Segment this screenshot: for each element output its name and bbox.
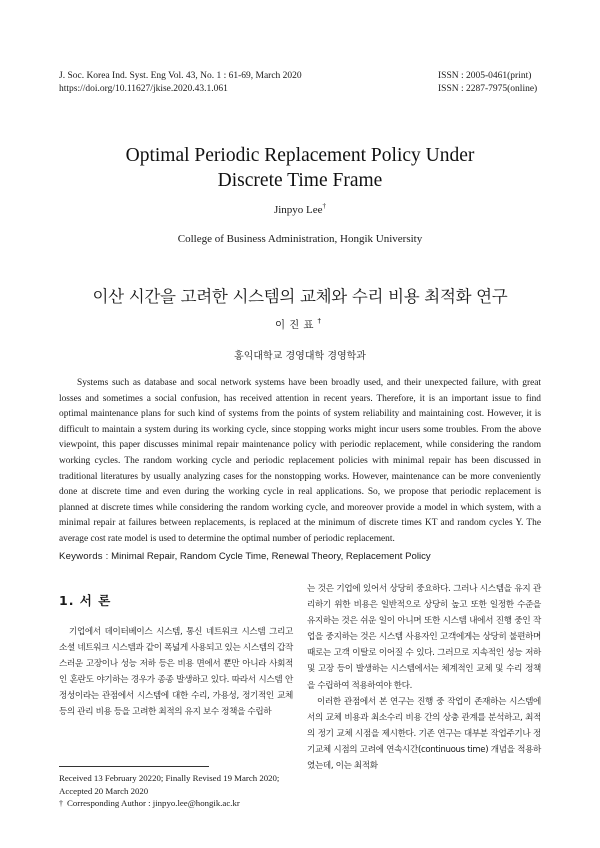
affiliation-korean: 홍익대학교 경영대학 경영학과	[234, 351, 366, 362]
corresponding-mark: †	[322, 202, 327, 210]
left-column	[59, 593, 293, 721]
journal-citation: J. Soc. Korea Ind. Syst. Eng Vol. 43, No. 1 : 61-69, March 2020	[59, 71, 302, 81]
intro-paragraph-1: 기업에서 데이터베이스 시스템, 통신 네트워크 시스템 그리고 소셜 네트워크 시스템과 같이 폭넓게 사용되고 있는 시스템의 갑작스러운 고장이나 성능 저하 등은 비용 면에서 뿐만 아니라 사회적인 혼란도 야기하는 경우가 종종 발생하고 있다. 따라서 시스템 안정성이라는 관점에서 시스템에 대한 수리, 가용성, 정기적인 교체 등의 관리 비용 등을 고려한 최적의 유지 보수 정책을 수립하	[59, 627, 293, 718]
accepted-date: Accepted 20 March 2020	[59, 785, 149, 796]
issn-online: ISSN : 2287-7975(online)	[438, 84, 538, 94]
intro-paragraph-1-continued: 는 것은 기업에 있어서 상당히 중요하다. 그러나 시스템을 유지 관리하기 위한 비용은 일반적으로 상당히 높고 또한 일정한 수준을 유지하는 것은 쉬운 일이 아니며 또한 시스템 내에서 진행 중인 작업을 중지하는 것은 시스템 사용자인 고객에게는 상당히 불편하며 때로는 고객 이탈로 이어질 수 있다. 그러므로 지속적인 성능 저하 및 고장 등이 발생하는 시스템에서는 체계적인 교체 및 수리 정책을 수립하여 적용하여야 한다.	[307, 584, 541, 691]
author-name: Jinpyo Lee	[273, 204, 323, 216]
dagger-mark: †	[59, 799, 63, 808]
affiliation-english: College of Business Administration, Hongik University	[177, 233, 423, 245]
footnote-divider	[59, 766, 209, 767]
paper-title-english	[0, 143, 600, 193]
section-heading-introduction: 1. 서 론	[59, 593, 112, 608]
received-date: Received 13 February 20220; Finally Revised 19 March 2020;	[59, 773, 280, 783]
issn-block	[438, 70, 537, 96]
author-name-korean	[0, 317, 600, 332]
corresponding-mark-ko: †	[317, 317, 325, 325]
author-name-ko: 이진표	[275, 319, 318, 331]
footnotes	[59, 772, 293, 811]
corresponding-author	[59, 797, 293, 811]
doi-link[interactable]: https://doi.org/10.11627/jkise.2020.43.1.061	[59, 84, 228, 94]
abstract: Systems such as database and socal network systems have been broadly used, and their unexpected failure, with great losses and sometimes a social confusion, has received attention in recent years. Therefore, it is an important issue to find optimal maintenance plans for such kind of systems from the points of system reliability and maintaining cost. However, it is difficult to maintain a system during its working cycle, since stopping works might incur users some troubles. From the above viewpoint, this paper discusses minimal repair maintenance policy with periodic replacement, while considering the random working cycles. The random working cycle and periodic replacement policies with minimal repair has been discussed in traditional literatures by usually analyzing cases for the nonstopping works. However, maintenance can be more conveniently done at discrete time and even during the working cycle in real applications. So, we propose that periodic replacement is planned at discrete times while considering the random working cycle, and moreover provide a model in which system, with a minimal repair at failures between replacements, is replaced at the minimum of discrete times KT and random cycles Y. The average cost rate model is used to determine the optimal number of periodic replacement.	[59, 378, 541, 544]
title-line-2: Discrete Time Frame	[217, 170, 383, 191]
right-column	[307, 581, 541, 774]
intro-paragraph-2: 이러한 관점에서 본 연구는 진행 중 작업이 존재하는 시스템에서의 교체 비용과 최소수리 비용 간의 상충 관계를 분석하고, 최적의 정기 교체 시점을 제시한다. 기존 연구는 대부분 작업주기나 정기교체 시점의 고려에 연속시간(continuous time) 개념을 적용하였는데, 이는 최적화	[307, 696, 541, 772]
keywords-list: Minimal Repair, Random Cycle Time, Renewal Theory, Replacement Policy	[111, 551, 431, 562]
paper-title-korean: 이산 시간을 고려한 시스템의 교체와 수리 비용 최적화 연구	[92, 287, 508, 306]
issn-print: ISSN : 2005-0461(print)	[438, 71, 532, 81]
keywords-label: Keywords :	[59, 551, 109, 562]
journal-header	[59, 70, 302, 96]
corresponding-author-text: Corresponding Author : jinpyo.lee@hongik.ac.kr	[67, 798, 240, 808]
keywords-line	[59, 551, 549, 562]
title-line-1: Optimal Periodic Replacement Policy Under	[125, 145, 475, 166]
author-name-english	[0, 204, 600, 216]
